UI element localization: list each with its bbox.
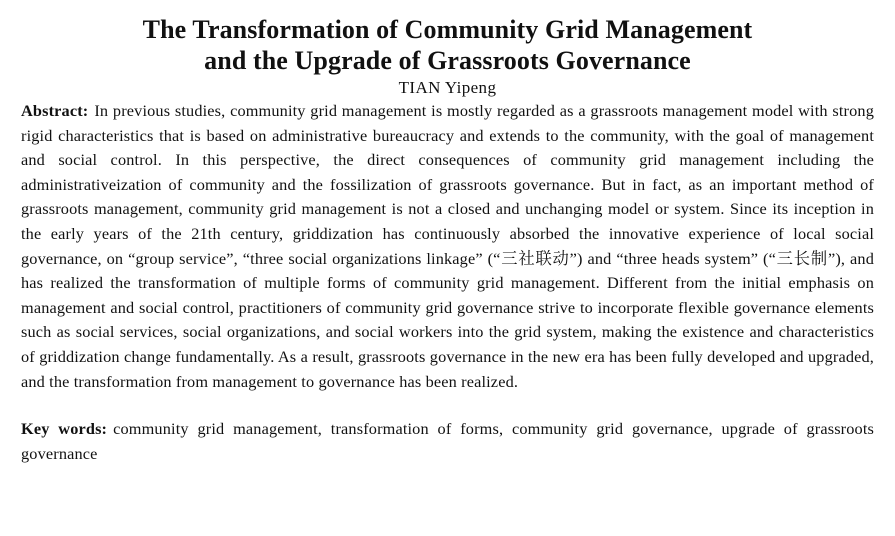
abstract-paragraph [21,99,874,394]
title-line-2: and the Upgrade of Grassroots Governance [204,46,691,75]
keywords-label: Key words: [21,419,108,439]
keywords-paragraph [21,417,874,466]
paper-title [21,14,874,76]
abstract-text: In previous studies, community grid management is mostly regarded as a grassroots management model with strong rigid characteristics that is based on administrative bureaucracy and extends to the community, with the goal of management and social control. In this perspective, the direct consequences of community grid management including the administrativeization of community and the fossilization of grassroots governance. But in fact, as an important method of grassroots management, community grid management is not a closed and unchanging model or system. Since its inception in the early years of the 21th century, griddization has continuously absorbed the innovative experience of local social governance, on “group service”, “three social organizations linkage” (“三社联动”) and “three heads system” (“三长制”), and has realized the transformation of multiple forms of community grid management. Different from the initial emphasis on management and social control, practitioners of community grid governance strive to incorporate flexible governance elements such as social services, social organizations, and social workers into the grid system, making the existence and characteristics of griddization change fundamentally. As a result, grassroots governance in the new era has been fully developed and upgraded, and the transformation from management to governance has been realized. [21,101,874,391]
author-name: TIAN Yipeng [398,78,497,97]
keywords-text: community grid management, transformation of forms, community grid governance, upgrade of grassroots governance [21,419,874,463]
title-line-1: The Transformation of Community Grid Management [142,15,753,44]
abstract-label: Abstract: [21,101,89,120]
